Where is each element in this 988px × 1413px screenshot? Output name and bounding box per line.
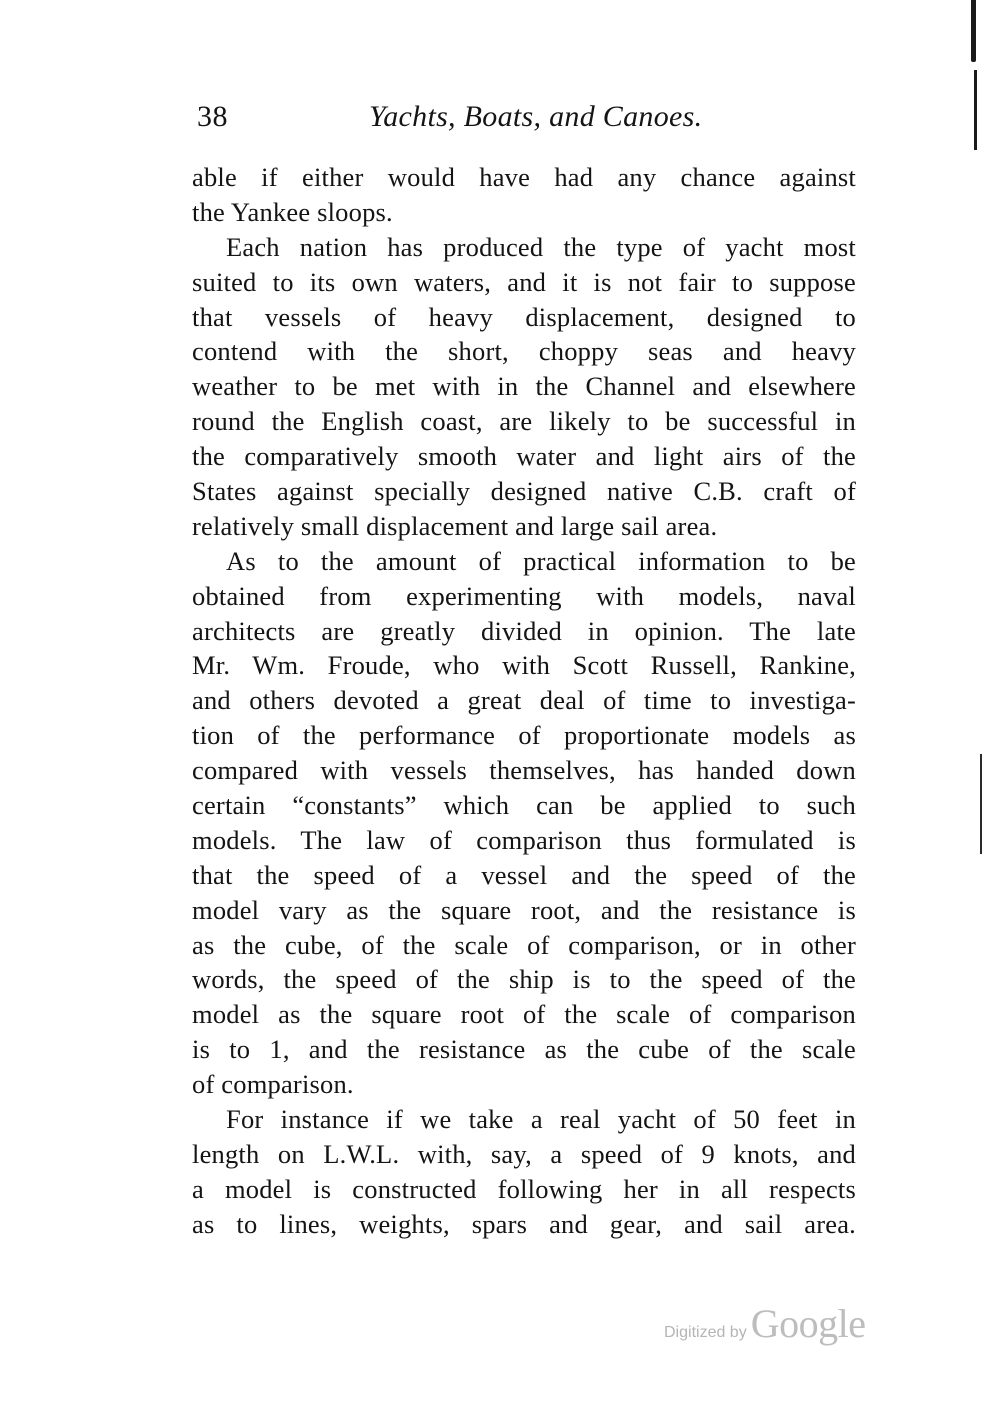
text-line: length on L.W.L. with, say, a speed of 9 knots, and xyxy=(192,1138,856,1169)
text-line: States against specially designed native C.B. craft of xyxy=(192,476,856,507)
paragraph xyxy=(192,544,856,1102)
paragraph xyxy=(192,160,856,230)
page-header xyxy=(197,100,857,144)
text-line: able if either would have had any chance against xyxy=(192,162,856,192)
text-line: models. The law of comparison thus formulated is xyxy=(192,824,856,855)
text-line: Each nation has produced the type of yacht most xyxy=(226,231,856,262)
paragraph xyxy=(192,230,856,544)
page-number: 38 xyxy=(197,100,228,133)
text-line: is to 1, and the resistance as the cube of the scale xyxy=(192,1034,856,1065)
text-line: model as the square root of the scale of comparison xyxy=(192,999,856,1030)
text-line: tion of the performance of proportionate models as xyxy=(192,720,856,751)
paragraph xyxy=(192,1102,856,1242)
text-line: certain “constants” which can be applied to such xyxy=(192,790,856,821)
text-line: compared with vessels themselves, has handed down xyxy=(192,755,856,786)
google-logo: Google xyxy=(750,1301,866,1346)
text-line: For instance if we take a real yacht of 50 feet in xyxy=(226,1104,856,1135)
page-edge-mark-top xyxy=(971,0,976,62)
text-line: as to lines, weights, spars and gear, and sail area. xyxy=(192,1208,856,1239)
text-line: obtained from experimenting with models, naval xyxy=(192,580,856,611)
text-line: Mr. Wm. Froude, who with Scott Russell, Rankine, xyxy=(192,650,856,681)
text-line: model vary as the square root, and the resistance is xyxy=(192,894,856,925)
text-line: the Yankee sloops. xyxy=(192,196,393,227)
text-line: architects are greatly divided in opinion. The late xyxy=(192,615,856,646)
text-line: that vessels of heavy displacement, designed to xyxy=(192,301,856,332)
text-line: and others devoted a great deal of time to investiga- xyxy=(192,685,856,716)
text-line: that the speed of a vessel and the speed of the xyxy=(192,859,856,890)
text-line: contend with the short, choppy seas and heavy xyxy=(192,336,856,367)
text-line: words, the speed of the ship is to the speed of the xyxy=(192,964,856,995)
text-line: as the cube, of the scale of comparison, or in other xyxy=(192,929,856,960)
text-line: suited to its own waters, and it is not fair to suppose xyxy=(192,266,856,297)
running-title: Yachts, Boats, and Canoes. xyxy=(369,100,703,133)
text-line: relatively small displacement and large sail area. xyxy=(192,510,718,541)
text-line: the comparatively smooth water and light airs of the xyxy=(192,441,856,472)
digitized-by-google-watermark xyxy=(664,1300,874,1348)
watermark-prefix: Digitized by xyxy=(664,1324,747,1341)
page-edge-mark-lower xyxy=(980,754,982,854)
text-line: weather to be met with in the Channel and elsewhere xyxy=(192,371,856,402)
text-line: of comparison. xyxy=(192,1069,354,1100)
page-edge-mark-middle xyxy=(974,70,977,150)
text-line: As to the amount of practical information to be xyxy=(226,545,856,576)
text-line: a model is constructed following her in all respects xyxy=(192,1173,856,1204)
body-text xyxy=(192,160,856,1242)
text-line: round the English coast, are likely to be successful in xyxy=(192,406,856,437)
